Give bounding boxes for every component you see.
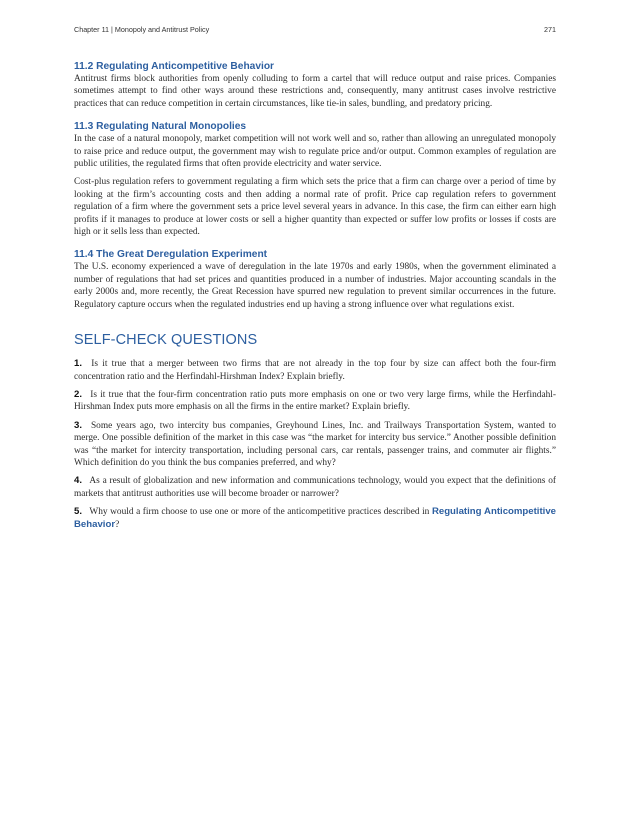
question-number: 4. bbox=[74, 475, 83, 487]
question-text: Is it true that the four-firm concentration ratio puts more emphasis on one or two very large firms, while the Herfindahl-Hirshman Index puts more emphasis on all the firms in the entire market? Explain briefly. bbox=[74, 389, 556, 413]
section-paragraph: The U.S. economy experienced a wave of deregulation in the late 1970s and early 1980s, when the government eliminated a number of regulations that had set prices and quantities produced in a number of industries. Major accounting scandals in the early 2000s and, more recently, the Great Recession have spurred new regulation to prevent similar occurrences in the future. Regulatory capture occurs when the regulated industries end up having a strong influence over what regulations exist. bbox=[74, 262, 556, 310]
question-text: As a result of globalization and new information and communications technology, would you expect that the definitions of markets that antitrust authorities use will become broader or narrower? bbox=[74, 476, 556, 499]
page-header bbox=[74, 25, 556, 34]
question-1 bbox=[74, 358, 556, 383]
page-content bbox=[74, 60, 556, 531]
question-text: Why would a firm choose to use one or more of the anticompetitive practices described in bbox=[89, 507, 432, 518]
section-11-4 bbox=[74, 248, 556, 311]
self-check-title: SELF-CHECK QUESTIONS bbox=[74, 332, 258, 349]
section-11-2 bbox=[74, 60, 556, 110]
page-number: 271 bbox=[544, 25, 556, 34]
question-suffix: ? bbox=[115, 519, 120, 530]
question-4 bbox=[74, 475, 556, 500]
section-title: 11.3 Regulating Natural Monopolies bbox=[74, 121, 247, 133]
question-number: 3. bbox=[74, 419, 83, 431]
question-number: 1. bbox=[74, 358, 83, 370]
question-5 bbox=[74, 506, 556, 531]
self-check-questions bbox=[74, 331, 556, 531]
section-paragraph: Antitrust firms block authorities from openly colluding to form a cartel that will reduce output and raise prices. Companies sometimes attempt to find other ways around these restrictions and, consequently, many antitrust cases involve restrictive practices that can reduce competition in certain circumstances, like tie-in sales, bundling, and predatory pricing. bbox=[74, 74, 556, 109]
question-2 bbox=[74, 389, 556, 414]
section-title: 11.2 Regulating Anticompetitive Behavior bbox=[74, 61, 275, 72]
section-paragraph: Cost-plus regulation refers to government regulating a firm which sets the price that a firm can charge over a period of time by looking at the firm’s accounting costs and then adding a normal rate of profit. Price cap regulation refers to government regulation of a firm where the government sets a price level several years in advance. In this case, the firm can either earn high profits if it manages to produce at lower costs or sell a higher quantity than expected or suffer low profits or losses if costs are high or it sells less than expected. bbox=[74, 177, 556, 238]
question-text: Is it true that a merger between two firms that are not already in the top four by size can affect both the four-firm concentration ratio and the Herfindahl-Hirshman Index? Explain briefly. bbox=[74, 359, 556, 382]
question-3 bbox=[74, 420, 556, 470]
question-number: 2. bbox=[74, 388, 83, 400]
section-paragraph: In the case of a natural monopoly, market competition will not work well and so, rather than allowing an unregulated monopoly to raise price and reduce output, the government may wish to regulate price and/or output. Common examples of regulation are public utilities, the regulated firms that often provide electricity and water service. bbox=[74, 134, 556, 170]
section-title: 11.4 The Great Deregulation Experiment bbox=[74, 249, 268, 261]
section-11-3 bbox=[74, 120, 556, 238]
regulating-anticompetitive-behavior-link[interactable]: Regulating Anticompetitive Behavior bbox=[74, 506, 557, 530]
chapter-title: Chapter 11 | Monopoly and Antitrust Policy bbox=[74, 25, 210, 34]
question-text: Some years ago, two intercity bus companies, Greyhound Lines, Inc. and Trailways Transportation System, wanted to merge. One possible definition of the market in this case was “the market for intercity bus service.” Another possible definition was “the market for intercity transportation, including personal cars, car rentals, passenger trains, and commuter air flights.” Which definition do you think the bus companies preferred, and why? bbox=[74, 420, 556, 468]
question-number: 5. bbox=[74, 506, 83, 518]
